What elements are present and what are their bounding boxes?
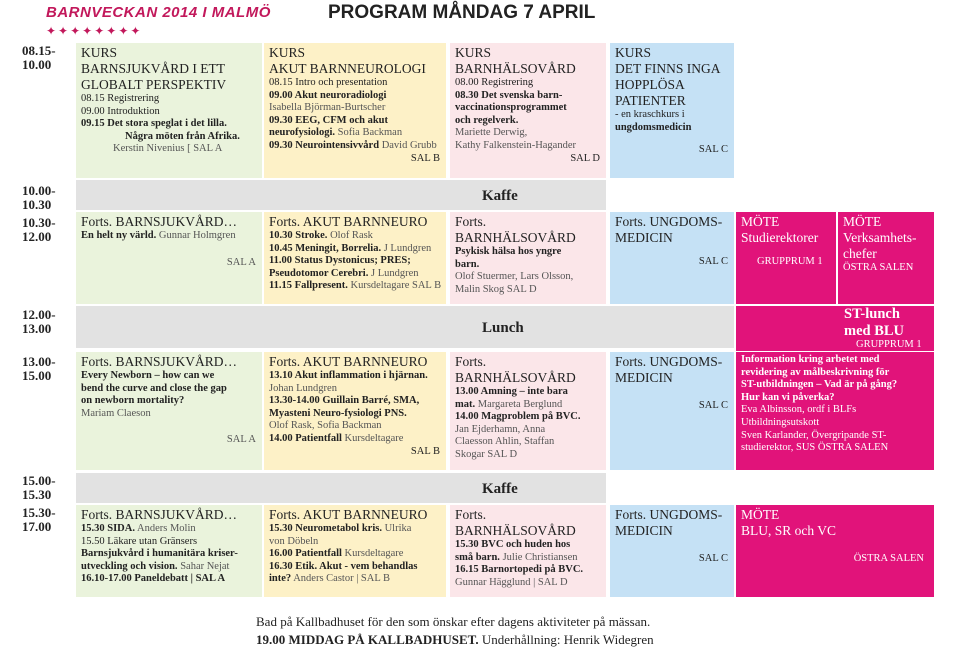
agenda-item: 08.15 Intro och presentation <box>269 77 388 88</box>
room-label: SAL C <box>698 400 728 411</box>
speaker: Margareta Berglund <box>475 398 563 410</box>
agenda-item: Psykisk hälsa hos yngre <box>455 246 562 257</box>
session-kind: KURS <box>81 45 118 60</box>
info-text: ST-utbildningen – Vad är på gång? <box>741 379 898 391</box>
session-title: Forts. <box>455 354 487 369</box>
agenda-item: 13.10 Akut inflammation i hjärnan. <box>269 370 428 381</box>
talk-title: Barnsjukvård i humanitära kriser- <box>81 548 238 560</box>
entertainment-label: Underhållning: Henrik Widegren <box>478 632 654 647</box>
agenda-item: Pseudotomor Cerebri. <box>269 267 369 279</box>
session-title: MEDICIN <box>615 230 673 245</box>
room-label: SAL B <box>410 445 440 457</box>
agenda-item: 09.30 Neurointensivvård <box>269 139 380 151</box>
session-child-health-1 <box>450 43 606 178</box>
speaker: Sahar Nejat <box>177 560 230 572</box>
session-neurology-4 <box>264 505 446 597</box>
session-neurology-2 <box>264 212 446 304</box>
session-title: DET FINNS INGA <box>615 61 721 76</box>
speaker: Mariette Derwig, <box>455 127 528 139</box>
session-title: Forts. UNGDOMS- <box>615 214 723 229</box>
room-label: SAL C <box>698 144 728 156</box>
meeting-title: Studierektorer <box>741 230 819 245</box>
session-title: PATIENTER <box>615 93 686 108</box>
session-title: GLOBALT PERSPEKTIV <box>81 77 227 92</box>
session-kind: KURS <box>615 45 652 60</box>
agenda-item: 14.00 Magproblem på BVC. <box>455 411 581 423</box>
agenda-item: inte? <box>269 573 292 585</box>
session-child-health-2 <box>450 212 606 304</box>
agenda-item: 09.30 EEG, CFM och akut <box>269 114 389 126</box>
session-title: Forts. UNGDOMS- <box>615 507 723 522</box>
meeting-study-directors <box>736 212 836 304</box>
session-kind: KURS <box>455 45 492 60</box>
session-youth-medicine-2 <box>610 212 734 304</box>
session-neurology-3 <box>264 352 446 470</box>
agenda-item: 09.00 Akut neuroradiologi <box>269 89 387 101</box>
speaker: Olof Rask <box>327 230 373 241</box>
time-slot-3: 10.30- 12.00 <box>22 215 56 244</box>
session-title: BARNSJUKVÅRD I ETT <box>81 61 226 76</box>
session-kind: KURS <box>269 45 306 60</box>
time-slot-5: 13.00- 15.00 <box>22 354 56 383</box>
session-title: Forts. <box>455 507 487 522</box>
speaker-room: Kursdeltagare SAL B <box>347 280 442 292</box>
session-title: BARNHÄLSOVÅRD <box>455 61 576 76</box>
agenda-item: 13.30-14.00 Guillain Barré, SMA, <box>269 395 420 407</box>
room-label: SAL C <box>698 553 728 564</box>
speaker: J Lundgren <box>381 242 432 254</box>
session-child-health-3 <box>450 352 606 470</box>
agenda-item: små barn. <box>455 551 500 563</box>
session-title: Forts. AKUT BARNNEURO <box>269 507 428 522</box>
session-title: Forts. AKUT BARNNEURO <box>269 214 428 229</box>
coffee-break-label: Kaffe <box>482 188 518 204</box>
room-label: ÖSTRA SALEN <box>843 262 914 273</box>
meeting-label: MÖTE <box>843 214 882 229</box>
talk-title: En helt ny värld. <box>81 230 157 241</box>
session-subtitle: ungdomsmedicin <box>615 121 692 133</box>
session-youth-medicine-3 <box>610 352 734 470</box>
meeting-department-heads <box>838 212 934 304</box>
coffee-band-2 <box>76 473 606 503</box>
room-label: SAL A <box>226 256 256 268</box>
session-title: MEDICIN <box>615 370 673 385</box>
room-label: SAL D <box>570 152 600 164</box>
time-slot-7: 15.30- 17.00 <box>22 505 56 534</box>
info-text: revidering av målbeskrivning för <box>741 366 890 378</box>
logo-figures-icon: ✦✦✦✦✦✦✦✦ <box>46 24 143 38</box>
session-title: BARNHÄLSOVÅRD <box>455 370 576 385</box>
agenda-item: barn. <box>455 258 480 270</box>
talk-title: 15.30 SIDA. <box>81 523 135 534</box>
agenda-item: mat. <box>455 398 476 410</box>
room-label: ÖSTRA SALEN <box>853 553 924 564</box>
session-title: Forts. BARNSJUKVÅRD… <box>81 354 238 369</box>
speaker: Jan Ejderhamn, Anna <box>455 423 546 435</box>
speaker: Olof Stuermer, Lars Olsson, <box>455 271 574 283</box>
speaker: Anders Molin <box>134 523 196 534</box>
speaker: Claesson Ahlin, Staffan <box>455 436 555 448</box>
session-title: AKUT BARNNEUROLOGI <box>269 61 426 76</box>
room-label: SAL B <box>410 152 440 164</box>
agenda-item: 09.15 Det stora speglat i det lilla. <box>81 118 227 130</box>
agenda-item: 11.00 Status Dystonicus; PRES; <box>269 255 411 267</box>
st-lunch <box>736 306 934 351</box>
agenda-item: 16.00 Patientfall <box>269 548 342 560</box>
event-logo: BARNVECKAN 2014 I MALMÖ <box>46 4 271 21</box>
talk-title: on newborn mortality? <box>81 395 185 407</box>
session-neurology-1 <box>264 43 446 178</box>
meeting-label: MÖTE <box>741 507 780 522</box>
session-subtitle: - en kraschkurs i <box>615 109 685 120</box>
footer-dinner <box>256 632 654 648</box>
speaker: von Döbeln <box>269 535 319 547</box>
agenda-item: 13.00 Amning – inte bara <box>455 386 568 397</box>
session-youth-medicine-4 <box>610 505 734 597</box>
session-global-health-1 <box>76 43 262 178</box>
session-title: Forts. AKUT BARNNEURO <box>269 354 428 369</box>
session-title: Forts. UNGDOMS- <box>615 354 723 369</box>
agenda-item: neurofysiologi. <box>269 127 336 139</box>
page-title: PROGRAM MÅNDAG 7 APRIL <box>328 2 596 23</box>
session-child-health-4 <box>450 505 606 597</box>
speaker: Julie Christiansen <box>499 551 578 563</box>
speaker: David Grubb <box>379 139 437 151</box>
speaker: Isabella Björman-Burtscher <box>269 102 386 114</box>
room-label: GRUPPRUM 1 <box>856 339 922 350</box>
agenda-item: 15.30 Neurometabol kris. <box>269 523 382 534</box>
speaker-room: Gunnar Hägglund | SAL D <box>455 576 568 588</box>
session-title: MEDICIN <box>615 523 673 538</box>
agenda-item: och regelverk. <box>455 114 519 126</box>
meeting-label: MÖTE <box>741 214 780 229</box>
speaker-room: Anders Castor | SAL B <box>291 573 391 585</box>
agenda-item: 10.45 Meningit, Borrelia. <box>269 242 382 254</box>
talk-title: bend the curve and close the gap <box>81 382 227 394</box>
speaker: Mariam Claeson <box>81 407 151 419</box>
st-lunch-title: ST-lunch <box>844 306 900 322</box>
session-global-health-2 <box>76 212 262 304</box>
time-slot-2: 10.00- 10.30 <box>22 183 56 212</box>
room-label: GRUPPRUM 1 <box>757 256 823 267</box>
speaker: Sven Karlander, Övergripande ST- <box>741 429 887 441</box>
st-lunch-title: med BLU <box>844 323 905 339</box>
meeting-title: Verksamhets- <box>843 230 917 245</box>
speaker-room: studierektor, SUS ÖSTRA SALEN <box>741 442 889 454</box>
speaker: Ulrika <box>381 523 412 534</box>
speaker: Kursdeltagare <box>341 548 404 560</box>
agenda-item: 08.00 Registrering <box>455 77 534 88</box>
speaker: Olof Rask, Sofia Backman <box>269 420 382 432</box>
speaker-room: Kerstin Nivenius [ SAL A <box>113 143 223 155</box>
session-youth-medicine-1 <box>610 43 734 178</box>
session-title: BARNHÄLSOVÅRD <box>455 523 576 538</box>
info-text: Information kring arbetet med <box>741 354 880 365</box>
coffee-band-1 <box>76 180 606 210</box>
dinner-label: 19.00 MIDDAG PÅ KALLBADHUSET. <box>256 632 479 647</box>
agenda-item: 16.30 Etik. Akut - vem behandlas <box>269 560 418 572</box>
session-global-health-3 <box>76 352 262 470</box>
agenda-item: 10.30 Stroke. <box>269 230 328 241</box>
room-label: SAL C <box>698 256 728 267</box>
agenda-item: 08.15 Registrering <box>81 93 160 104</box>
session-title: BARNHÄLSOVÅRD <box>455 230 576 245</box>
agenda-item: 14.00 Patientfall <box>269 432 342 444</box>
agenda-item: 15.30 BVC och huden hos <box>455 539 571 550</box>
agenda-item: 08.30 Det svenska barn- <box>455 89 563 101</box>
speaker-room: Malin Skog SAL D <box>455 283 537 295</box>
agenda-item: vaccinationsprogrammet <box>455 102 567 114</box>
session-global-health-4 <box>76 505 262 597</box>
talk-title: 15.50 Läkare utan Gränsers <box>81 535 198 547</box>
speaker: Johan Lundgren <box>269 382 337 394</box>
speaker: Kathy Falkenstein-Hagander <box>455 139 577 151</box>
talk-title: utveckling och vision. <box>81 560 178 572</box>
session-title: HOPPLÖSA <box>615 77 685 92</box>
talk-title: 16.10-17.00 Paneldebatt | SAL A <box>81 573 226 585</box>
time-slot-1: 08.15- 10.00 <box>22 43 56 72</box>
agenda-item: 16.15 Barnortopedi på BVC. <box>455 564 584 576</box>
meeting-title: chefer <box>843 246 877 261</box>
speaker: Utbildningsutskott <box>741 416 820 428</box>
agenda-item: Några möten från Afrika. <box>125 130 240 142</box>
time-slot-4: 12.00- 13.00 <box>22 307 56 336</box>
meeting-blu-sr-vc <box>736 505 934 597</box>
time-slot-6: 15.00- 15.30 <box>22 473 56 502</box>
footer-note: Bad på Kallbadhuset för den som önskar efter dagens aktiviteter på mässan. <box>256 614 651 629</box>
coffee-break-label: Kaffe <box>482 481 518 497</box>
agenda-item: 11.15 Fallpresent. <box>269 280 348 292</box>
lunch-band <box>76 306 734 348</box>
speaker: Kursdeltagare <box>341 432 404 444</box>
speaker: Gunnar Holmgren <box>156 230 236 241</box>
lunch-label: Lunch <box>482 320 524 336</box>
meeting-title: BLU, SR och VC <box>741 523 837 538</box>
session-title: Forts. <box>455 214 487 229</box>
info-st-training <box>736 352 934 470</box>
info-text: Hur kan vi påverka? <box>741 391 835 403</box>
session-title: Forts. BARNSJUKVÅRD… <box>81 507 238 522</box>
speaker: Eva Albinsson, ordf i BLFs <box>741 404 857 416</box>
agenda-item: 09.00 Introduktion <box>81 105 160 117</box>
agenda-item: Myasteni Neuro-fysiologi PNS. <box>269 407 407 419</box>
session-title: Forts. BARNSJUKVÅRD… <box>81 214 238 229</box>
talk-title: Every Newborn – how can we <box>81 370 215 381</box>
speaker-room: Skogar SAL D <box>455 448 518 460</box>
speaker: J Lundgren <box>368 267 419 279</box>
speaker: Sofia Backman <box>335 127 403 139</box>
room-label: SAL A <box>226 434 256 446</box>
